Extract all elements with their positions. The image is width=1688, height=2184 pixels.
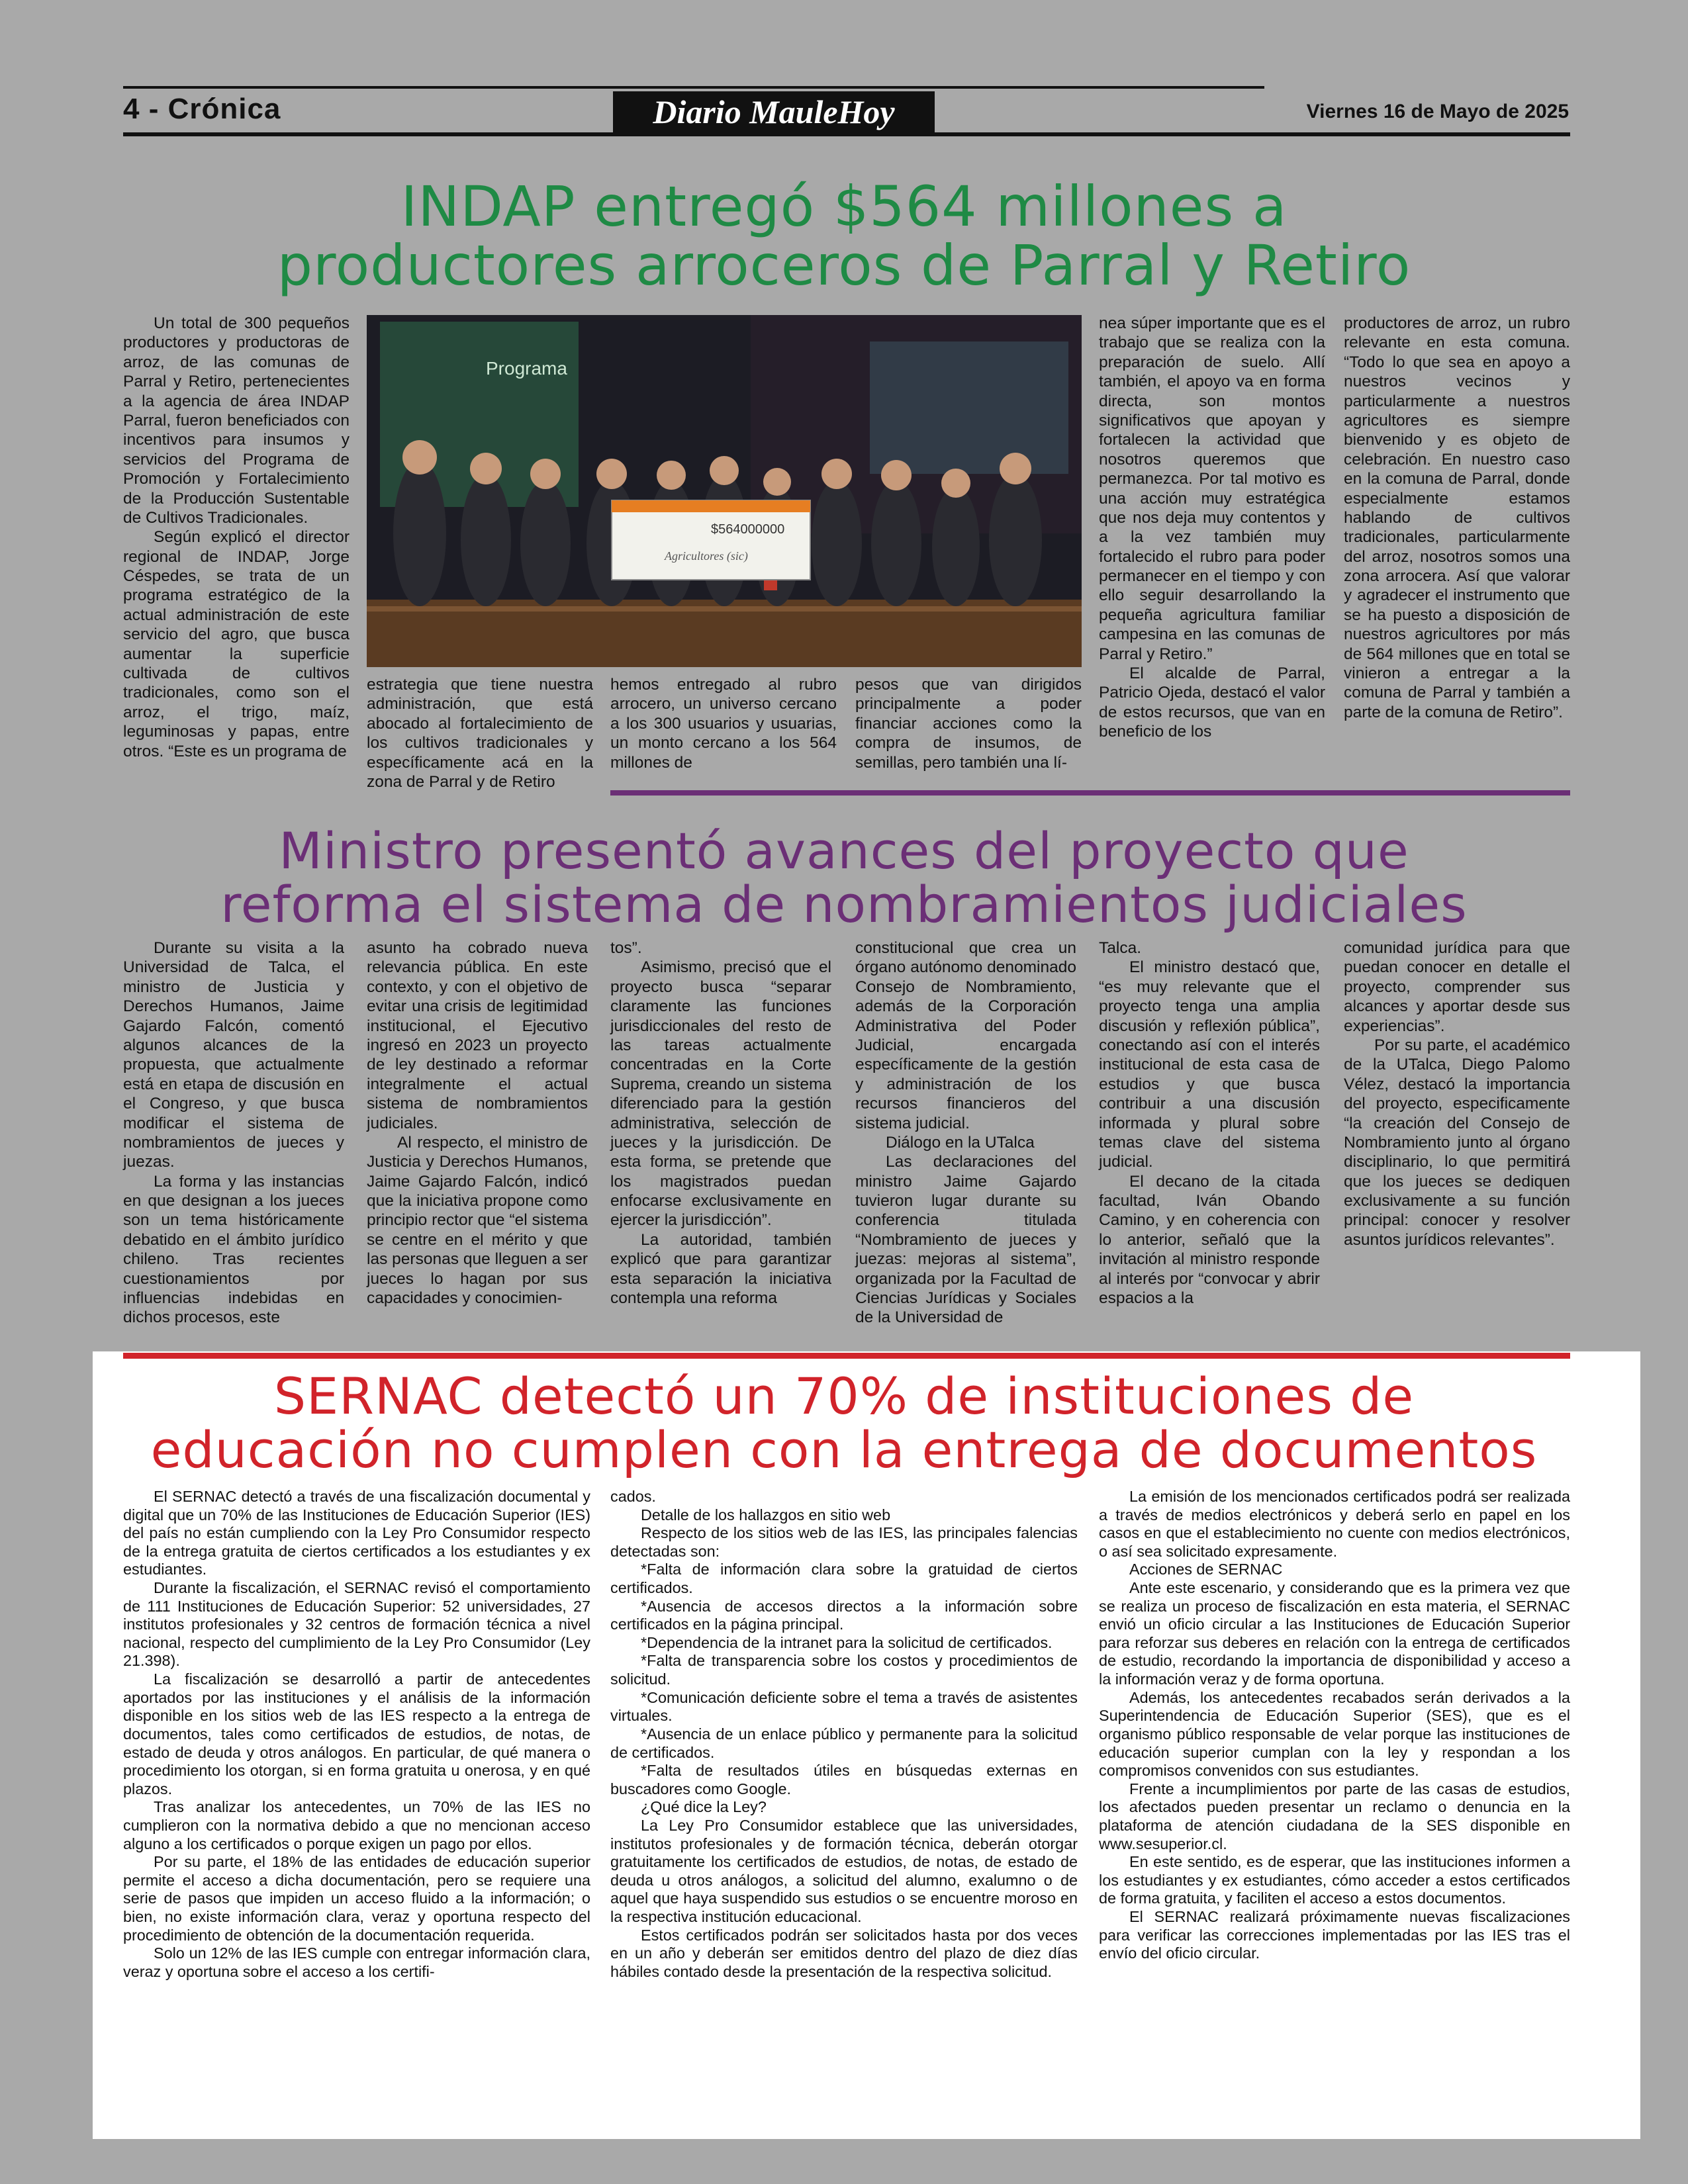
- header-top-rule: [123, 86, 1264, 89]
- bullet-item: *Ausencia de accesos directos a la información sobre certificados en la página principal.: [610, 1597, 1078, 1633]
- subheading: Diálogo en la UTalca: [886, 1133, 1035, 1152]
- judicial-column-1: [123, 938, 344, 1328]
- bullet-item: *Falta de transparencia sobre los costos y procedimientos de solicitud.: [610, 1652, 1078, 1688]
- paragraph: El SERNAC detectó a través de una fiscalización documental y digital que un 70% de las Instituciones de Educación Superior (IES) del país no están cumpliendo con la Ley Pro Consumidor respecto de la entrega gratuita de ciertos certificados a los estudiantes y ex estudiantes.: [123, 1488, 590, 1578]
- paragraph: Respecto de los sitios web de las IES, las principales falencias detectadas son:: [610, 1524, 1078, 1560]
- paragraph: El SERNAC realizará próximamente nuevas fiscalizaciones para verificar las correcciones implementadas por las IES tras el envío del oficio circular.: [1099, 1908, 1570, 1962]
- section-divider-purple: [610, 790, 1570, 796]
- paragraph: En este sentido, es de esperar, que las instituciones informen a los estudiantes y ex estudiantes, cómo acceder a estos certificados de forma gratuita, y faciliten el acceso a estos documentos.: [1099, 1853, 1570, 1907]
- paragraph: Por su parte, el académico de la UTalca, Diego Palomo Vélez, destacó la importancia del proyecto, especificamente “la creación del Consejo de Nombramiento junto al órgano disciplinario, lo que permitirá que los jueces se dediquen exclusivamente a su función principal: conocer y resolver asuntos jurídicos relevantes”.: [1344, 1036, 1570, 1249]
- stage-sign-text: Programa: [486, 358, 567, 379]
- paragraph: hemos entregado al rubro arrocero, un universo cercano a los 300 usuarios y usuarias, un monto cercano a los 564 millones de: [610, 676, 837, 772]
- paragraph: asunto ha cobrado nueva relevancia pública. En este contexto, y con el objetivo de evitar una crisis de legitimidad institucional, el Ejecutivo ingresó en 2023 un proyecto de ley destinado a reformar integralmente el actual sistema de nombramientos judiciales.: [367, 939, 588, 1132]
- judicial-headline-line2: reforma el sistema de nombramientos judiciales: [220, 874, 1468, 934]
- judicial-column-5: [1099, 938, 1320, 1308]
- paragraph: constitucional que crea un órgano autónomo denominado Consejo de Nombramiento, además de la Corporación Administrativa del Poder Judicial, encargada específicamente de la gestión y administración de los recursos financieros del sistema judicial.: [855, 939, 1076, 1132]
- paragraph: Frente a incumplimientos por parte de las casas de estudios, los afectados pueden presentar un reclamo o denuncia en la plataforma de atención ciudadana de la SES disponible en www.sesuperior.cl.: [1099, 1780, 1570, 1852]
- paragraph: Durante su visita a la Universidad de Talca, el ministro de Justicia y Derechos Humanos, Jaime Gajardo Falcón, comentó algunos alcances de la propuesta, que actualmente está en etapa de discusión en el Congreso, y que busca modificar el sistema de nombramientos de jueces y juezas.: [123, 939, 344, 1171]
- paragraph: cados.: [610, 1488, 656, 1505]
- check-amount: $564000000: [711, 522, 785, 537]
- paragraph: El decano de la citada facultad, Iván Obando Camino, y en coherencia con lo anterior, señaló que la invitación al ministro responde al interés por “convocar y abrir espacios a la: [1099, 1172, 1320, 1308]
- paragraph: pesos que van dirigidos principalmente a poder financiar acciones como la compra de insumos, de semillas, pero también una lí-: [855, 676, 1082, 772]
- sernac-headline: [99, 1367, 1589, 1479]
- judicial-headline-line1: Ministro presentó avances del proyecto que: [279, 821, 1409, 880]
- paragraph: La emisión de los mencionados certificados podrá ser realizada a través de medios electrónicos y deberá serlo en papel en los casos en que el establecimiento no cuente con medios electrónicos, o así sea solicitado expresamente.: [1099, 1488, 1570, 1560]
- indap-column-1: [123, 314, 350, 761]
- paragraph: productores de arroz, un rubro relevante en esta comuna. “Todo lo que sea en apoyo a nuestros vecinos y particularmente a nuestros agricultores es siempre bienvenido y es objeto de celebración. En nuestro caso en la comuna de Parral, donde especialmente estamos hablando de cultivos tradicionales, particularmente del arroz, nosotros somos una zona arrocera. Así que valorar y agradecer el instrumento que se ha puesto a disposición de nuestros agricultores por más de 564 millones que en total se vinieron a entregar a la comuna de Parral y también a parte de la comuna de Retiro”.: [1344, 314, 1570, 721]
- bullet-item: *Comunicación deficiente sobre el tema a través de asistentes virtuales.: [610, 1688, 1078, 1725]
- indap-ceremony-photo: [367, 315, 1082, 667]
- judicial-column-4: [855, 938, 1076, 1328]
- paragraph: La autoridad, también explicó que para garantizar esta separación la iniciativa contempla una reforma: [610, 1230, 831, 1308]
- section-divider-red: [123, 1353, 1570, 1359]
- paragraph: Tras analizar los antecedentes, un 70% de las IES no cumplieron con la normativa debido a que no mencionan acceso alguno a los certificados o porque exigen un pago por ellos.: [123, 1798, 590, 1852]
- bullet-item: *Ausencia de un enlace público y permanente para la solicitud de certificados.: [610, 1725, 1078, 1761]
- paragraph: tos”.: [610, 939, 642, 957]
- paragraph: La Ley Pro Consumidor establece que las universidades, institutos profesionales y de formación técnica, deberán otorgar gratuitamente los certificados de estudios, de notas, de estado de deuda u otros análogos, a solicitud del alumno, exalumno o de aquel que haya suspendido sus estudios o se encuentre moroso en la respectiva institución educacional.: [610, 1816, 1078, 1926]
- newspaper-logo: Diario MauleHoy: [613, 91, 935, 132]
- check-payee: Agricultores (sic): [665, 549, 748, 563]
- indap-column-5: [1099, 314, 1325, 742]
- indap-headline: [99, 174, 1589, 298]
- section-label: 4 - Crónica: [123, 93, 281, 125]
- subheading: Acciones de SERNAC: [1129, 1561, 1283, 1578]
- bullet-item: *Falta de información clara sobre la gratuidad de ciertos certificados.: [610, 1561, 1078, 1597]
- bullet-item: *Dependencia de la intranet para la solicitud de certificados.: [641, 1633, 1053, 1651]
- paragraph: Asimismo, precisó que el proyecto busca “separar claramente las funciones jurisdiccionales del resto de las tareas actualmente concentradas en la Corte Suprema, creando un sistema diferenciado para la gestión administrativa, selección de jueces y la jurisdicción. De esta forma, se pretende que los magistrados puedan enfocarse exclusivamente en ejercer la jurisdicción”.: [610, 958, 831, 1230]
- paragraph: nea súper importante que es el trabajo que se realiza con la preparación de suelo. Allí también, el apoyo va en forma directa, son montos significativos que apoyan y fortalecen la actividad que nosotros queremos que permanezca. Por tal motivo es una acción muy estratégica que nos deja muy contentos y a la vez también muy fortalecido el rubro para poder permanecer en el tiempo y con ello seguir desarrollando la pequeña agricultura familiar campesina en las comunas de Parral y Retiro.”: [1099, 314, 1325, 663]
- paragraph: El alcalde de Parral, Patricio Ojeda, destacó el valor de estos recursos, que van en beneficio de los: [1099, 664, 1325, 741]
- indap-column-6: [1344, 314, 1570, 722]
- paragraph: comunidad jurídica para que puedan conocer en detalle el proyecto, comprender sus alcances y aportar desde sus experiencias”.: [1344, 939, 1570, 1035]
- bullet-item: *Falta de resultados útiles en búsquedas externas en buscadores como Google.: [610, 1762, 1078, 1797]
- paragraph: Al respecto, el ministro de Justicia y Derechos Humanos, Jaime Gajardo Falcón, indicó que la iniciativa propone como principio rector que “el sistema se centre en el mérito y que las personas que lleguen a ser jueces lo hagan por sus capacidades y conocimien-: [367, 1133, 588, 1308]
- indap-headline-line2: productores arroceros de Parral y Retiro: [277, 233, 1411, 298]
- paragraph: Además, los antecedentes recabados serán derivados a la Superintendencia de Educación Superior (SES), que es el organismo público responsable de velar porque las instituciones de educación superior cumplan con la ley y respondan a los compromisos convenidos con sus estudiantes.: [1099, 1688, 1570, 1780]
- paragraph: Durante la fiscalización, el SERNAC revisó el comportamiento de 111 Instituciones de Educación Superior: 52 universidades, 27 institutos profesionales y 32 centros de formación técnica a nivel nacional, respecto del cumplimiento de la Ley Pro Consumidor (Ley 21.398).: [123, 1579, 590, 1670]
- header-bottom-rule: [123, 132, 1570, 136]
- indap-column-3: [610, 675, 837, 772]
- subheading: ¿Qué dice la Ley?: [641, 1798, 767, 1816]
- paragraph: La forma y las instancias en que designan a los jueces son un tema históricamente debatido en el ámbito jurídico chileno. Tras recientes cuestionamientos por influencias indebidas en dichos procesos, este: [123, 1172, 344, 1327]
- paragraph: Por su parte, el 18% de las entidades de educación superior permite el acceso a dicha documentación, pero se requiere una serie de pasos que impiden un acceso fluido a la información; o bien, no existe información clara, veraz y oportuna respecto del procedimiento de obtención de la documentación requerida.: [123, 1853, 590, 1944]
- paragraph: Estos certificados podrán ser solicitados hasta por dos veces en un año y deberán ser emitidos dentro del plazo de diez días hábiles contado desde la presentación de la respectiva solicitud.: [610, 1926, 1078, 1980]
- paragraph: Según explicó el director regional de INDAP, Jorge Céspedes, se trata de un programa estratégico de la actual administración de este servicio del agro, que busca aumentar la superficie cultivada de cultivos tradicionales, como son el arroz, el trigo, maíz, leguminosas y papas, entre otros. “Este es un programa de: [123, 528, 350, 760]
- indap-headline-line1: INDAP entregó $564 millones a: [400, 174, 1288, 239]
- indap-column-4: [855, 675, 1082, 772]
- ceremony-photo-illustration: [367, 315, 1082, 667]
- sernac-column-1: [123, 1488, 590, 1981]
- paragraph: La fiscalización se desarrolló a partir de antecedentes aportados por las instituciones y el análisis de la información disponible en los sitios web de las IES respecto a la entrega de documentos, tales como certificados de estudios, de notas, de estado de deuda y otros análogos. En particular, de qué manera o procedimiento los otorgan, si en forma gratuita u onerosa, y en qué plazos.: [123, 1670, 590, 1797]
- sernac-headline-line1: SERNAC detectó un 70% de instituciones de: [273, 1367, 1415, 1426]
- indap-column-2: [367, 675, 593, 792]
- sernac-column-3: [1099, 1488, 1570, 1963]
- judicial-column-6: [1344, 938, 1570, 1250]
- sernac-headline-line2: educación no cumplen con la entrega de documentos: [150, 1420, 1538, 1479]
- paragraph: El ministro destacó que, “es muy relevante que el proyecto tenga una amplia discusión y reflexión pública”, conectando así con el interés institucional de esta casa de estudios y que busca contribuir a una discusión informada y plural sobre temas clave del sistema judicial.: [1099, 958, 1320, 1171]
- subheading: Detalle de los hallazgos en sitio web: [641, 1506, 891, 1524]
- judicial-headline: [99, 821, 1589, 934]
- judicial-column-3: [610, 938, 831, 1308]
- judicial-column-2: [367, 938, 588, 1308]
- paragraph: Un total de 300 pequeños productores y productoras de arroz, de las comunas de Parral y Retiro, pertenecientes a la agencia de área INDAP Parral, fueron beneficiados con incentivos para insumos y servicios del Programa de Promoción y Fortalecimiento de la Producción Sustentable de Cultivos Tradicionales.: [123, 314, 350, 527]
- issue-date: Viernes 16 de Mayo de 2025: [1306, 101, 1569, 122]
- paragraph: estrategia que tiene nuestra administración, que está abocado al fortalecimiento de los cultivos tradicionales y específicamente acá en la zona de Parral y de Retiro: [367, 676, 593, 791]
- paragraph: Las declaraciones del ministro Jaime Gajardo tuvieron lugar durante su conferencia titulada “Nombramiento de jueces y juezas: mejoras al sistema”, organizada por la Facultad de Ciencias Jurídicas y Sociales de la Universidad de: [855, 1153, 1076, 1327]
- paragraph: Ante este escenario, y considerando que es la primera vez que se realiza un proceso de fiscalización en esta materia, el SERNAC envió un oficio circular a las Instituciones de Educación Superior para reforzar sus deberes en relación con la entrega de certificados de estudio, recordando la importancia de disponibilidad y acceso a la información veraz y de forma oportuna.: [1099, 1579, 1570, 1688]
- sernac-column-2: [610, 1488, 1078, 1981]
- paragraph: Talca.: [1099, 939, 1142, 957]
- paragraph: Solo un 12% de las IES cumple con entregar información clara, veraz y oportuna sobre el acceso a los certifi-: [123, 1944, 590, 1980]
